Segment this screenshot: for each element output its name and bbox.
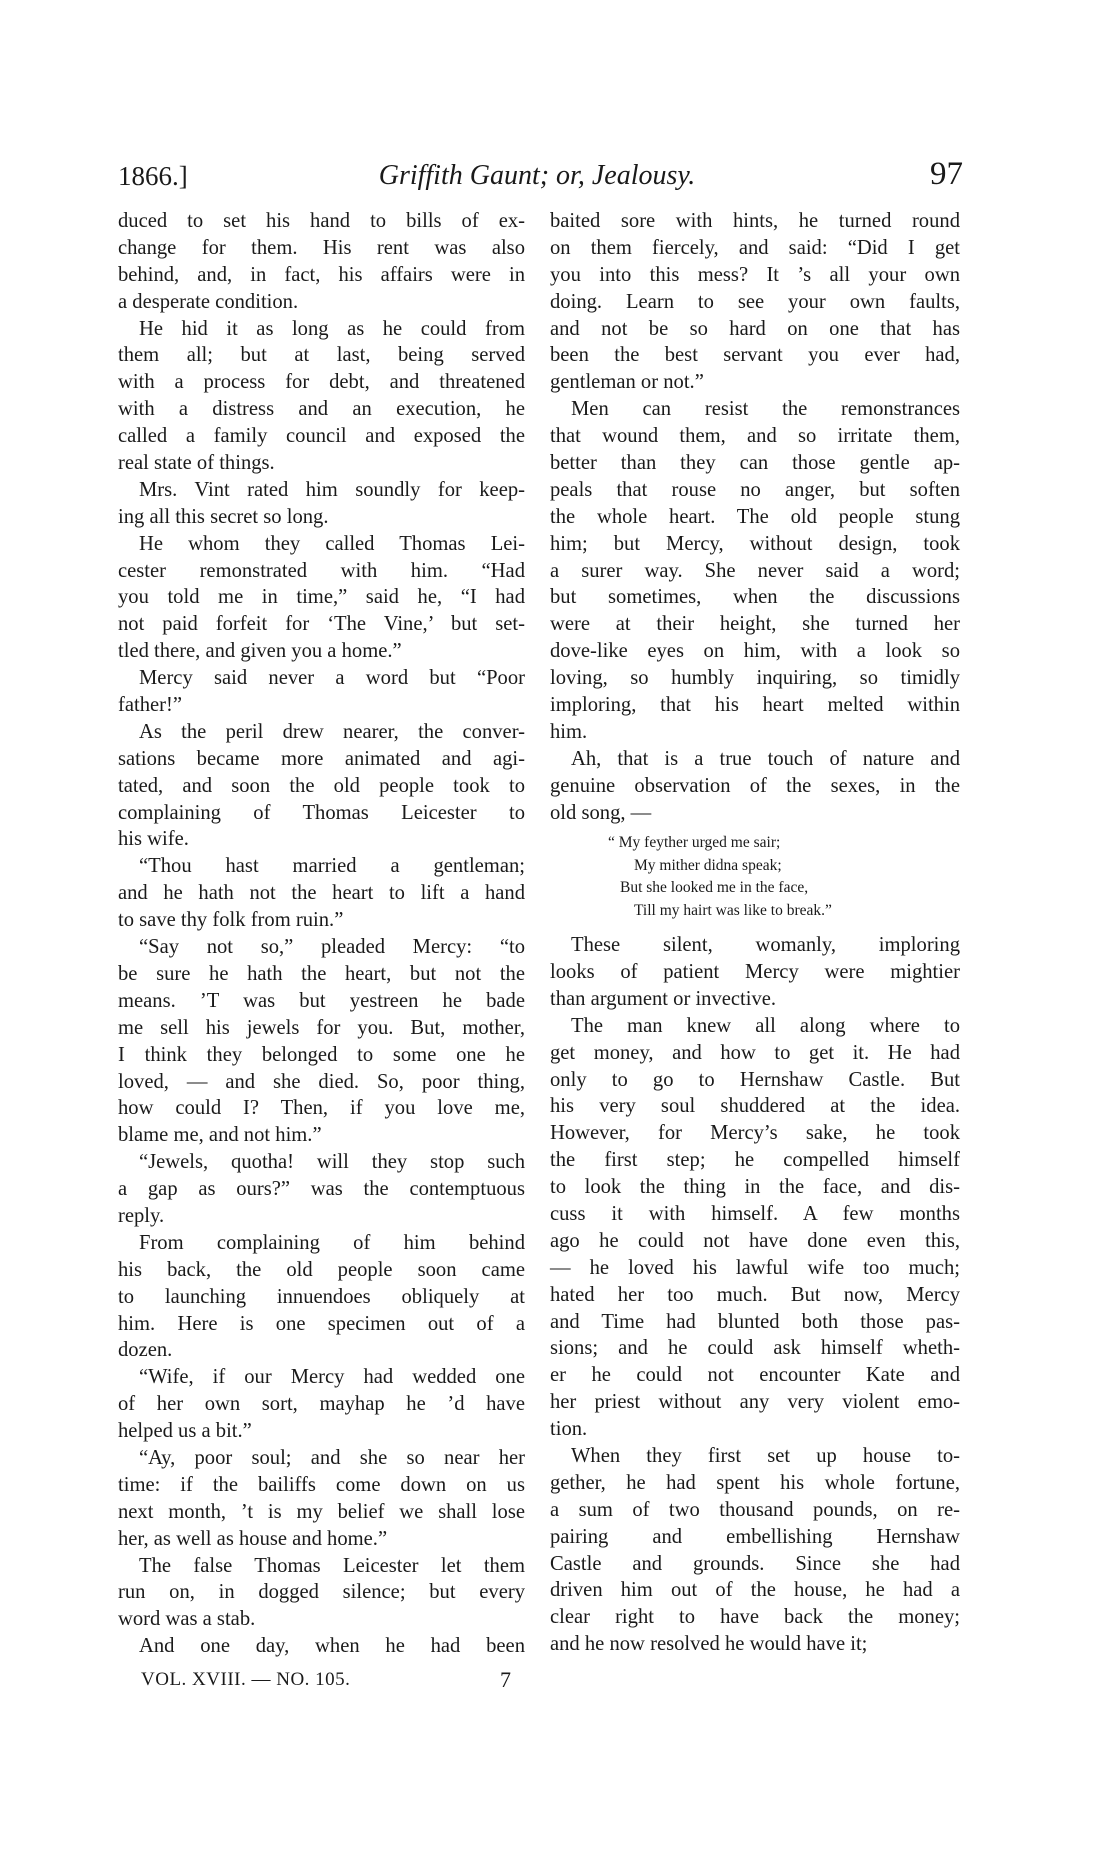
paragraph <box>118 1633 525 1660</box>
text-line: tled there, and given you a home.” <box>118 640 402 663</box>
text-line: him. Here is one specimen out of a <box>118 1312 525 1335</box>
text-line: with a distress and an execution, he <box>118 398 525 421</box>
verse-line: But she looked me in the face, <box>620 879 809 897</box>
text-line: that wound them, and so irritate them, <box>550 425 960 448</box>
text-line: and he hath not the heart to lift a hand <box>118 882 525 905</box>
text-line: with a process for debt, and threatened <box>118 371 525 394</box>
text-line: “Jewels, quotha! will they stop such <box>139 1151 525 1174</box>
right-column <box>550 208 960 1658</box>
text-line: From complaining of him behind <box>139 1231 525 1254</box>
text-line: I think they belonged to some one he <box>118 1043 525 1066</box>
paragraph <box>118 1364 525 1445</box>
text-line: to launching innuendoes obliquely at <box>118 1285 525 1308</box>
text-line: Ah, that is a true touch of nature and <box>571 747 960 770</box>
text-line: and he now resolved he would have it; <box>550 1633 868 1656</box>
paragraph <box>118 853 525 934</box>
text-line: ago he could not have done even this, <box>550 1229 960 1252</box>
paragraph <box>118 1553 525 1634</box>
text-line: cester remonstrated with him. “Had <box>118 559 525 582</box>
paragraph <box>118 531 525 665</box>
paragraph <box>118 316 525 477</box>
text-line: a surer way. She never said a word; <box>550 559 960 582</box>
paragraph <box>550 746 960 827</box>
text-line: next month, ’t is my belief we shall lose <box>118 1500 525 1523</box>
text-line: gentleman or not.” <box>550 371 704 394</box>
paragraph <box>118 477 525 531</box>
text-line: However, for Mercy’s sake, he took <box>550 1122 960 1145</box>
text-line: change for them. His rent was also <box>118 236 525 259</box>
text-line: looks of patient Mercy were mightier <box>550 960 960 983</box>
text-line: called a family council and exposed the <box>118 425 525 448</box>
text-line: behind, and, in fact, his affairs were in <box>118 263 525 286</box>
text-line: old song, — <box>550 801 652 824</box>
text-line: and Time had blunted both those pas- <box>550 1310 960 1333</box>
text-line: a sum of two thousand pounds, on re- <box>550 1498 960 1521</box>
paragraph <box>118 934 525 1149</box>
text-line: The man knew all along where to <box>571 1014 960 1037</box>
text-line: The false Thomas Leicester let them <box>139 1554 525 1577</box>
paragraph <box>118 719 525 853</box>
text-line: and not be so hard on one that has <box>550 317 960 340</box>
text-line: hated her too much. But now, Mercy <box>550 1283 960 1306</box>
text-line: but sometimes, when the discussions <box>550 586 960 609</box>
text-line: baited sore with hints, he turned round <box>550 210 960 232</box>
verse-quotation <box>550 832 960 922</box>
text-line: “Ay, poor soul; and she so near her <box>139 1446 525 1469</box>
text-line: loving, so humbly inquiring, so timidly <box>550 667 960 690</box>
text-line: her, as well as house and home.” <box>118 1527 388 1550</box>
text-line: were at their height, she turned her <box>550 613 960 636</box>
text-line: He hid it as long as he could from <box>139 317 525 340</box>
text-line: be sure he hath the heart, but not the <box>118 962 525 985</box>
signature-mark: 7 <box>500 1667 511 1692</box>
text-line: driven him out of the house, he had a <box>550 1579 960 1602</box>
text-line: doing. Learn to see your own faults, <box>550 290 960 313</box>
text-line: reply. <box>118 1204 165 1227</box>
text-line: his very soul shuddered at the idea. <box>550 1095 960 1118</box>
paragraph <box>118 1445 525 1553</box>
text-line: sions; and he could ask himself wheth- <box>550 1337 960 1360</box>
text-line: her priest without any very violent emo- <box>550 1391 960 1414</box>
text-line: gether, he had spent his whole fortune, <box>550 1471 960 1494</box>
text-line: dozen. <box>118 1339 173 1362</box>
text-line: father!” <box>118 694 183 717</box>
text-line: genuine observation of the sexes, in the <box>550 774 960 797</box>
text-line: a gap as ours?” was the contemptuous <box>118 1178 525 1201</box>
text-line: er he could not encounter Kate and <box>550 1364 960 1387</box>
text-line: helped us a bit.” <box>118 1420 252 1443</box>
running-head-title: Griffith Gaunt; or, Jealousy. <box>378 160 696 191</box>
text-line: his back, the old people soon came <box>118 1258 525 1281</box>
text-line: complaining of Thomas Leicester to <box>118 801 525 824</box>
text-line: clear right to have back the money; <box>550 1606 960 1629</box>
verse-line: Till my hairt was like to break.” <box>634 901 832 919</box>
text-line: word was a stab. <box>118 1608 256 1631</box>
paragraph <box>550 396 960 746</box>
text-line: Men can resist the remonstrances <box>571 398 960 421</box>
left-column <box>118 208 525 1660</box>
text-line: only to go to Hernshaw Castle. But <box>550 1068 960 1091</box>
text-line: him; but Mercy, without design, took <box>550 532 960 555</box>
text-line: loved, — and she died. So, poor thing, <box>118 1070 525 1093</box>
verse-line: “ My feyther urged me sair; <box>608 834 781 852</box>
text-line: sations became more animated and agi- <box>118 747 525 770</box>
paragraph <box>550 932 960 1013</box>
text-line: how could I? Then, if you love me, <box>118 1097 525 1120</box>
text-line: better than they can those gentle ap- <box>550 452 960 475</box>
text-line: And one day, when he had been <box>139 1635 525 1658</box>
text-line: than argument or invective. <box>550 987 777 1010</box>
text-line: “Thou hast married a gentleman; <box>139 855 525 878</box>
paragraph <box>118 208 525 316</box>
text-line: Mercy said never a word but “Poor <box>139 667 525 690</box>
paragraph <box>550 1013 960 1443</box>
text-line: on them fiercely, and said: “Did I get <box>550 236 960 259</box>
paragraph <box>550 208 960 396</box>
text-line: been the best servant you ever had, <box>550 344 960 367</box>
text-line: Mrs. Vint rated him soundly for keep- <box>139 478 525 501</box>
running-head-year: 1866.] <box>118 161 188 191</box>
text-line: blame me, and not him.” <box>118 1124 322 1147</box>
text-line: Castle and grounds. Since she had <box>550 1552 960 1575</box>
paragraph <box>118 1149 525 1230</box>
text-line: — he loved his lawful wife too much; <box>550 1256 960 1279</box>
text-line: them all; but at last, being served <box>118 344 525 367</box>
text-line: me sell his jewels for you. But, mother, <box>118 1016 525 1039</box>
text-line: He whom they called Thomas Lei- <box>139 532 525 555</box>
text-line: to look the thing in the face, and dis- <box>550 1176 960 1199</box>
text-line: you into this mess? It ’s all your own <box>550 263 960 286</box>
text-line: a desperate condition. <box>118 290 299 313</box>
text-line: These silent, womanly, imploring <box>571 934 960 957</box>
text-line: the whole heart. The old people stung <box>550 505 960 528</box>
text-line: real state of things. <box>118 452 275 475</box>
text-line: ing all this secret so long. <box>118 505 329 528</box>
verse-line: My mither didna speak; <box>634 856 782 874</box>
text-line: the first step; he compelled himself <box>550 1149 960 1172</box>
text-line: peals that rouse no anger, but soften <box>550 478 960 501</box>
text-line: of her own sort, mayhap he ’d have <box>118 1393 525 1416</box>
text-line: means. ’T was but yestreen he bade <box>118 989 525 1012</box>
text-line: run on, in dogged silence; but every <box>118 1581 525 1604</box>
text-line: you told me in time,” said he, “I had <box>118 586 525 609</box>
text-line: cuss it with himself. A few months <box>550 1202 960 1225</box>
text-line: to save thy folk from ruin.” <box>118 909 344 932</box>
text-line: As the peril drew nearer, the conver- <box>139 720 525 743</box>
text-line: tated, and soon the old people took to <box>118 774 525 797</box>
text-line: duced to set his hand to bills of ex- <box>118 210 525 232</box>
paragraph <box>118 1230 525 1364</box>
paragraph <box>118 665 525 719</box>
text-line: imploring, that his heart melted within <box>550 694 960 717</box>
text-line: get money, and how to get it. He had <box>550 1041 960 1064</box>
text-line: tion. <box>550 1418 588 1441</box>
text-line: dove-like eyes on him, with a look so <box>550 640 960 663</box>
text-line: not paid forfeit for ‘The Vine,’ but set- <box>118 613 525 636</box>
text-line: When they first set up house to- <box>571 1444 960 1467</box>
text-line: his wife. <box>118 828 189 851</box>
text-line: “Say not so,” pleaded Mercy: “to <box>139 936 525 959</box>
text-line: “Wife, if our Mercy had wedded one <box>139 1366 525 1389</box>
volume-number: VOL. XVIII. — NO. 105. <box>141 1669 351 1690</box>
text-line: time: if the bailiffs come down on us <box>118 1473 525 1496</box>
page-number: 97 <box>930 156 963 192</box>
paragraph <box>550 1443 960 1658</box>
text-line: pairing and embellishing Hernshaw <box>550 1525 960 1548</box>
text-line: him. <box>550 720 588 743</box>
